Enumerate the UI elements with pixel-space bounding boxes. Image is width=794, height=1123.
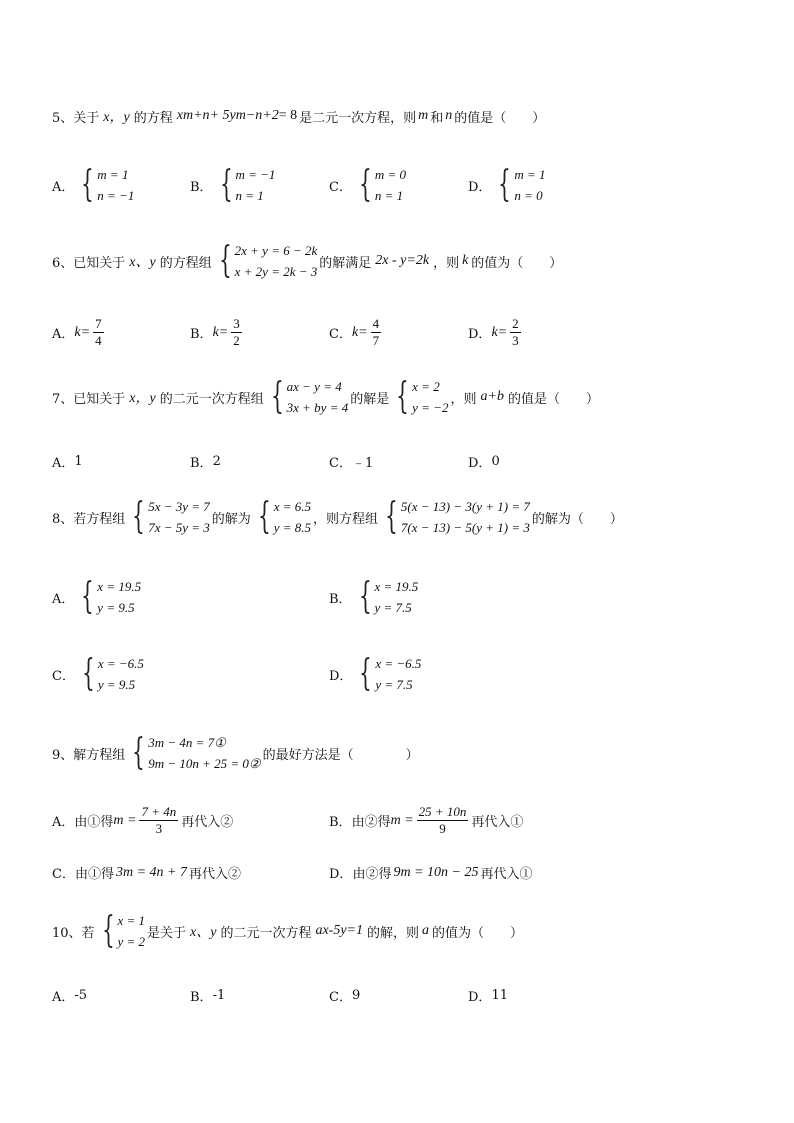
- q5-c-system: [354, 164, 406, 206]
- q7-system: [266, 376, 349, 418]
- option-post: 再代入②: [181, 815, 234, 830]
- option-text: 11: [491, 988, 508, 1003]
- q9-option-d[interactable]: [329, 863, 532, 882]
- brace-icon: {: [270, 376, 284, 417]
- q8-prefix: 8、若方程组: [52, 511, 126, 527]
- option-post: 再代入②: [188, 867, 241, 882]
- fraction: [93, 316, 104, 349]
- q7-mid3: ，则: [450, 391, 477, 407]
- q5-option-a[interactable]: [52, 164, 136, 206]
- line-2: y = 2: [117, 934, 145, 949]
- question-10: [52, 910, 523, 952]
- option-label: C．: [329, 179, 352, 195]
- q10-eq: ax-5y=1: [315, 923, 364, 938]
- q10-a: a: [422, 923, 430, 938]
- q10-option-d[interactable]: [468, 986, 508, 1005]
- q10-tail: 的值为（ ）: [432, 925, 524, 941]
- option-label: B．: [190, 990, 213, 1005]
- numerator: 4: [372, 316, 380, 331]
- q8-c-system: [77, 653, 144, 695]
- brace-icon: {: [385, 496, 398, 537]
- q8-tail: 的解为（ ）: [531, 511, 623, 527]
- q9-option-a[interactable]: [52, 804, 233, 837]
- q10-option-c[interactable]: [329, 986, 360, 1005]
- q6-system: [214, 240, 318, 282]
- q7-option-b[interactable]: [190, 452, 221, 471]
- line-2: y = 9.5: [97, 600, 135, 615]
- line-1: x = 1: [117, 913, 145, 928]
- line-1: m = 0: [374, 167, 407, 182]
- q7-vars: x，y: [129, 391, 156, 406]
- q6-k: k: [462, 253, 469, 268]
- line-2: 3x + by = 4: [286, 400, 349, 415]
- q8-d-system: [354, 653, 421, 695]
- brace-icon: {: [359, 164, 372, 205]
- option-text: 2: [212, 454, 221, 469]
- brace-icon: {: [132, 732, 146, 773]
- line-2: 9m − 10n + 25 = 0②: [148, 756, 261, 771]
- denominator: 4: [95, 333, 102, 348]
- q8-option-c[interactable]: [52, 653, 146, 695]
- option-text: ﹣1: [351, 456, 374, 471]
- q9-prefix: 9、解方程组: [52, 747, 126, 763]
- line-1: ax − y = 4: [286, 379, 342, 394]
- brace-icon: {: [219, 164, 233, 205]
- q9-option-c[interactable]: [52, 863, 241, 882]
- line-1: 5x − 3y = 7: [148, 499, 210, 514]
- q6-cond: 2x - y=2k: [375, 253, 430, 268]
- option-label: C．: [329, 990, 352, 1005]
- q7-ab: a+b: [480, 389, 504, 404]
- q8-option-d[interactable]: [329, 653, 423, 695]
- line-1: m = −1: [235, 167, 276, 182]
- q5-and: 和: [430, 110, 444, 126]
- option-label: A．: [52, 327, 75, 342]
- line-2: y = 8.5: [273, 520, 311, 535]
- question-6: [52, 240, 562, 282]
- q8-option-b[interactable]: [329, 576, 420, 618]
- q5-eq-end: = 8: [278, 108, 298, 123]
- option-label: C．: [52, 668, 75, 684]
- q7-prefix: 7、已知关于: [52, 391, 126, 407]
- q6-mid1: 的方程组: [159, 255, 212, 271]
- option-label: D．: [468, 456, 492, 471]
- q5-option-c[interactable]: [329, 164, 408, 206]
- fraction: [139, 804, 178, 837]
- option-text: -1: [212, 988, 226, 1003]
- q6-option-c[interactable]: [329, 316, 384, 349]
- q10-system: [97, 910, 145, 952]
- question-9: [52, 732, 419, 774]
- q10-option-a[interactable]: [52, 986, 87, 1005]
- brace-icon: {: [359, 653, 373, 694]
- brace-icon: {: [81, 164, 95, 205]
- numerator: 25 + 10n: [418, 804, 467, 819]
- brace-icon: {: [257, 496, 271, 537]
- q5-m: m: [418, 108, 429, 123]
- q7-option-a[interactable]: [52, 452, 83, 471]
- line-1: x = 19.5: [374, 579, 419, 594]
- q8-option-a[interactable]: [52, 576, 143, 618]
- q7-option-c[interactable]: [329, 452, 373, 471]
- brace-icon: {: [101, 910, 115, 951]
- numerator: 2: [512, 316, 519, 331]
- option-label: D．: [468, 327, 492, 342]
- line-2: y = 9.5: [97, 677, 136, 692]
- option-label: B．: [190, 327, 213, 342]
- brace-icon: {: [81, 576, 95, 617]
- option-label: D．: [329, 668, 353, 684]
- k-eq: k=: [212, 324, 229, 340]
- option-label: D．: [329, 867, 353, 882]
- line-2: n = 1: [235, 188, 264, 203]
- q5-tail: 的值是（ ）: [454, 110, 546, 126]
- q10-mid3: 的解，则: [367, 925, 420, 941]
- q10-option-b[interactable]: [190, 986, 225, 1005]
- q9-tail: 的最好方法是（ ）: [262, 747, 419, 763]
- q9-system: [127, 732, 260, 774]
- line-2: y = −2: [412, 400, 449, 415]
- q8-mid1: 的解为: [211, 511, 251, 527]
- line-1: m = 1: [514, 167, 546, 182]
- line-1: x = −6.5: [375, 656, 422, 671]
- option-post: 再代入①: [480, 867, 533, 882]
- question-8: [52, 496, 623, 538]
- q5-option-d[interactable]: [468, 164, 548, 206]
- q8-mid2: ，则方程组: [313, 511, 379, 527]
- numerator: 3: [233, 316, 240, 331]
- k-eq: k=: [74, 324, 91, 340]
- line-1: 5(x − 13) − 3(y + 1) = 7: [400, 499, 530, 514]
- numerator: 7 + 4n: [141, 804, 177, 819]
- brace-icon: {: [358, 576, 372, 617]
- q8-b-system: [354, 576, 419, 618]
- q5-sup2: m−n+2: [235, 108, 279, 123]
- option-label: A．: [52, 591, 75, 607]
- option-label: D．: [468, 179, 492, 195]
- line-2: n = 0: [514, 188, 543, 203]
- option-pre: 由②得: [352, 867, 392, 882]
- q7-option-d[interactable]: [468, 452, 500, 471]
- q6-vars: x、y: [129, 255, 156, 270]
- q6-tail: 的值为（ ）: [471, 255, 563, 271]
- option-pre: 由①得: [74, 867, 114, 882]
- brace-icon: {: [396, 376, 410, 417]
- brace-icon: {: [132, 496, 146, 537]
- option-post: 再代入①: [471, 815, 524, 830]
- q5-sup1: m+n: [182, 108, 210, 123]
- q8-system-2: [380, 496, 530, 538]
- q8-solution: [253, 496, 311, 538]
- q5-n: n: [445, 108, 453, 123]
- q5-eq-x: x: [176, 108, 183, 123]
- fraction: [417, 804, 469, 837]
- option-label: C．: [329, 456, 352, 471]
- lhs: m =: [113, 812, 137, 828]
- q5-eq-mid: + 5y: [209, 108, 236, 123]
- denominator: 7: [372, 333, 380, 348]
- line-2: 7x − 5y = 3: [148, 520, 210, 535]
- lhs: m =: [390, 812, 414, 828]
- q5-a-system: [76, 164, 134, 206]
- numerator: 7: [95, 316, 102, 331]
- q7-mid1: 的二元一次方程组: [159, 391, 264, 407]
- fraction: [371, 316, 382, 349]
- q6-option-a[interactable]: [52, 316, 107, 349]
- option-text: 0: [491, 454, 500, 469]
- option-pre: 由②得: [351, 815, 391, 830]
- line-1: m = 1: [97, 167, 129, 182]
- q8-a-system: [76, 576, 141, 618]
- option-text: 9: [351, 988, 361, 1003]
- line-1: 3m − 4n = 7①: [148, 735, 226, 750]
- line-2: x + 2y = 2k − 3: [234, 264, 318, 279]
- q8-system: [127, 496, 210, 538]
- line-1: 2x + y = 6 − 2k: [234, 243, 318, 258]
- q5-vars: x，y: [103, 110, 130, 125]
- option-label: B．: [190, 456, 213, 471]
- k-eq: k=: [491, 324, 508, 340]
- q6-mid2: 的解满足: [319, 255, 372, 271]
- option-label: B．: [190, 179, 213, 195]
- fraction: [231, 316, 242, 349]
- q6-prefix: 6、已知关于: [52, 255, 126, 271]
- q10-mid1: 是关于: [147, 925, 187, 941]
- line-2: n = 1: [374, 188, 404, 203]
- option-pre: 由①得: [74, 815, 114, 830]
- q6-option-b[interactable]: [190, 316, 245, 349]
- q7-tail: 的值是（ ）: [507, 391, 599, 407]
- option-label: A．: [52, 990, 75, 1005]
- option-label: A．: [52, 456, 75, 471]
- q6-mid3: ，则: [433, 255, 460, 271]
- option-expr: 3m = 4n + 7: [115, 864, 187, 880]
- option-text: -5: [74, 988, 88, 1003]
- line-1: x = −6.5: [97, 656, 144, 671]
- q5-mid1: 的方程: [133, 110, 173, 126]
- fraction: [510, 316, 521, 349]
- line-1: x = 19.5: [97, 579, 142, 594]
- q5-mid2: 是二元一次方程，则: [299, 110, 417, 126]
- option-label: C．: [52, 867, 75, 882]
- q10-mid2: 的二元一次方程: [220, 925, 312, 941]
- brace-icon: {: [82, 653, 95, 694]
- question-5: [52, 106, 545, 126]
- option-expr: 9m = 10n − 25: [393, 864, 479, 880]
- denominator: 3: [512, 333, 519, 348]
- option-label: C．: [329, 327, 352, 342]
- q7-mid2: 的解是: [350, 391, 390, 407]
- line-2: n = −1: [97, 188, 135, 203]
- denominator: 3: [155, 821, 163, 836]
- brace-icon: {: [218, 240, 232, 281]
- denominator: 9: [439, 821, 446, 836]
- denominator: 2: [233, 333, 240, 348]
- option-label: B．: [329, 815, 352, 830]
- q5-b-system: [215, 164, 276, 206]
- option-text: 1: [74, 454, 83, 469]
- q6-option-d[interactable]: [468, 316, 524, 349]
- line-2: y = 7.5: [374, 600, 412, 615]
- q9-option-b[interactable]: [329, 804, 523, 837]
- line-1: x = 2: [412, 379, 440, 394]
- line-2: 7(x − 13) − 5(y + 1) = 3: [400, 520, 530, 535]
- option-label: A．: [52, 179, 75, 195]
- k-eq: k=: [351, 324, 368, 340]
- option-label: B．: [329, 591, 352, 607]
- line-2: y = 7.5: [375, 677, 413, 692]
- q10-vars: x、y: [190, 925, 217, 940]
- option-label: D．: [468, 990, 492, 1005]
- q5-option-b[interactable]: [190, 164, 277, 206]
- question-7: [52, 376, 599, 418]
- q5-d-system: [493, 164, 545, 206]
- q7-solution: [391, 376, 448, 418]
- q5-prefix: 5、关于: [52, 110, 100, 126]
- line-1: x = 6.5: [273, 499, 311, 514]
- brace-icon: {: [498, 164, 512, 205]
- option-label: A．: [52, 815, 75, 830]
- q10-prefix: 10、若: [52, 925, 95, 941]
